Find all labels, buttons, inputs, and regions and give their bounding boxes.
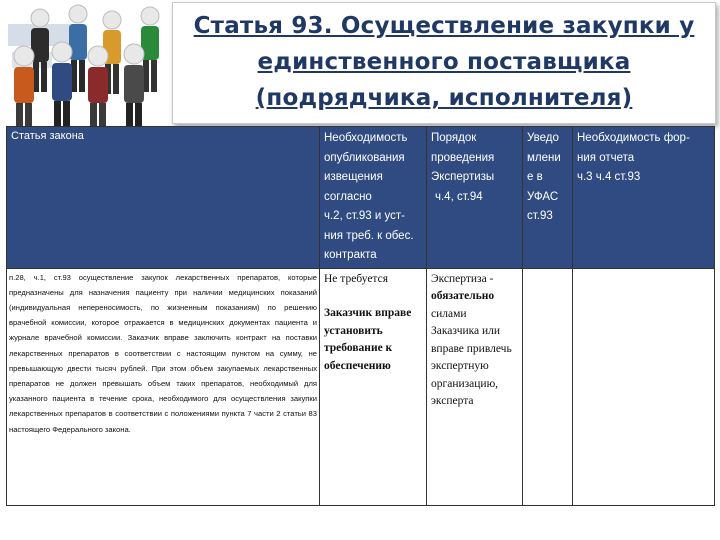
publication-cell: Не требуется Заказчик вправе установить требование к обеспечению (320, 268, 427, 506)
report-cell (573, 268, 715, 506)
table-row (7, 268, 715, 506)
table-header-row (7, 127, 715, 269)
expertise-cell: Экспертиза - обязательно силами Заказчика или вправе привлечь экспертную организацию, эксперта (427, 268, 523, 506)
title-line-1: Статья 93. Осуществление закупки у (193, 13, 695, 39)
header-report-necessity: Необходимость фор- ния отчета ч.3 ч.4 ст.93 (573, 127, 715, 269)
title-line-2: единственного поставщика (257, 49, 631, 75)
law-text-cell (7, 268, 320, 506)
title-box (172, 2, 716, 124)
title-line-3: (подрядчика, исполнителя) (255, 85, 633, 111)
business-people-illustration (0, 0, 180, 128)
fas-notification-cell (523, 268, 573, 506)
header-fas-notification: Уведо млени е в УФАС ст.93 (523, 127, 573, 269)
header-expertise-procedure: Порядок проведения Экспертизы ч.4, ст.94 (427, 127, 523, 269)
header-publication-necessity: Необходимость опубликования извещения согласно ч.2, ст.93 и уст- ния треб. к обес. контракта (320, 127, 427, 269)
law-text: п.28, ч.1, ст.93 осуществление закупок лекарственных препаратов, которые предназначены для назначения пациенту при наличии медицинских показаний (индивидуальная непереносимость, по жизненным показаниям) по решению врачебной комиссии, которое отражается в медицинских документах пациента и журнале врачебной комиссии. Заказчик вправе заключить контракт на поставки лекарственных препаратов в соответствии с настоящим пунктом на сумму, не превышающую двести тысяч рублей. При этом объем закупаемых лекарственных препаратов не должен превышать объем таких препаратов, необходимый для указанного пациента в течение срока, необходимого для осуществления закупки лекарственных препаратов в соответствии с положениями пункта 7 части 2 статьи 83 настоящего Федерального закона. (9, 272, 317, 434)
procurement-table (6, 126, 715, 506)
header-law-article: Статья закона (7, 127, 320, 269)
